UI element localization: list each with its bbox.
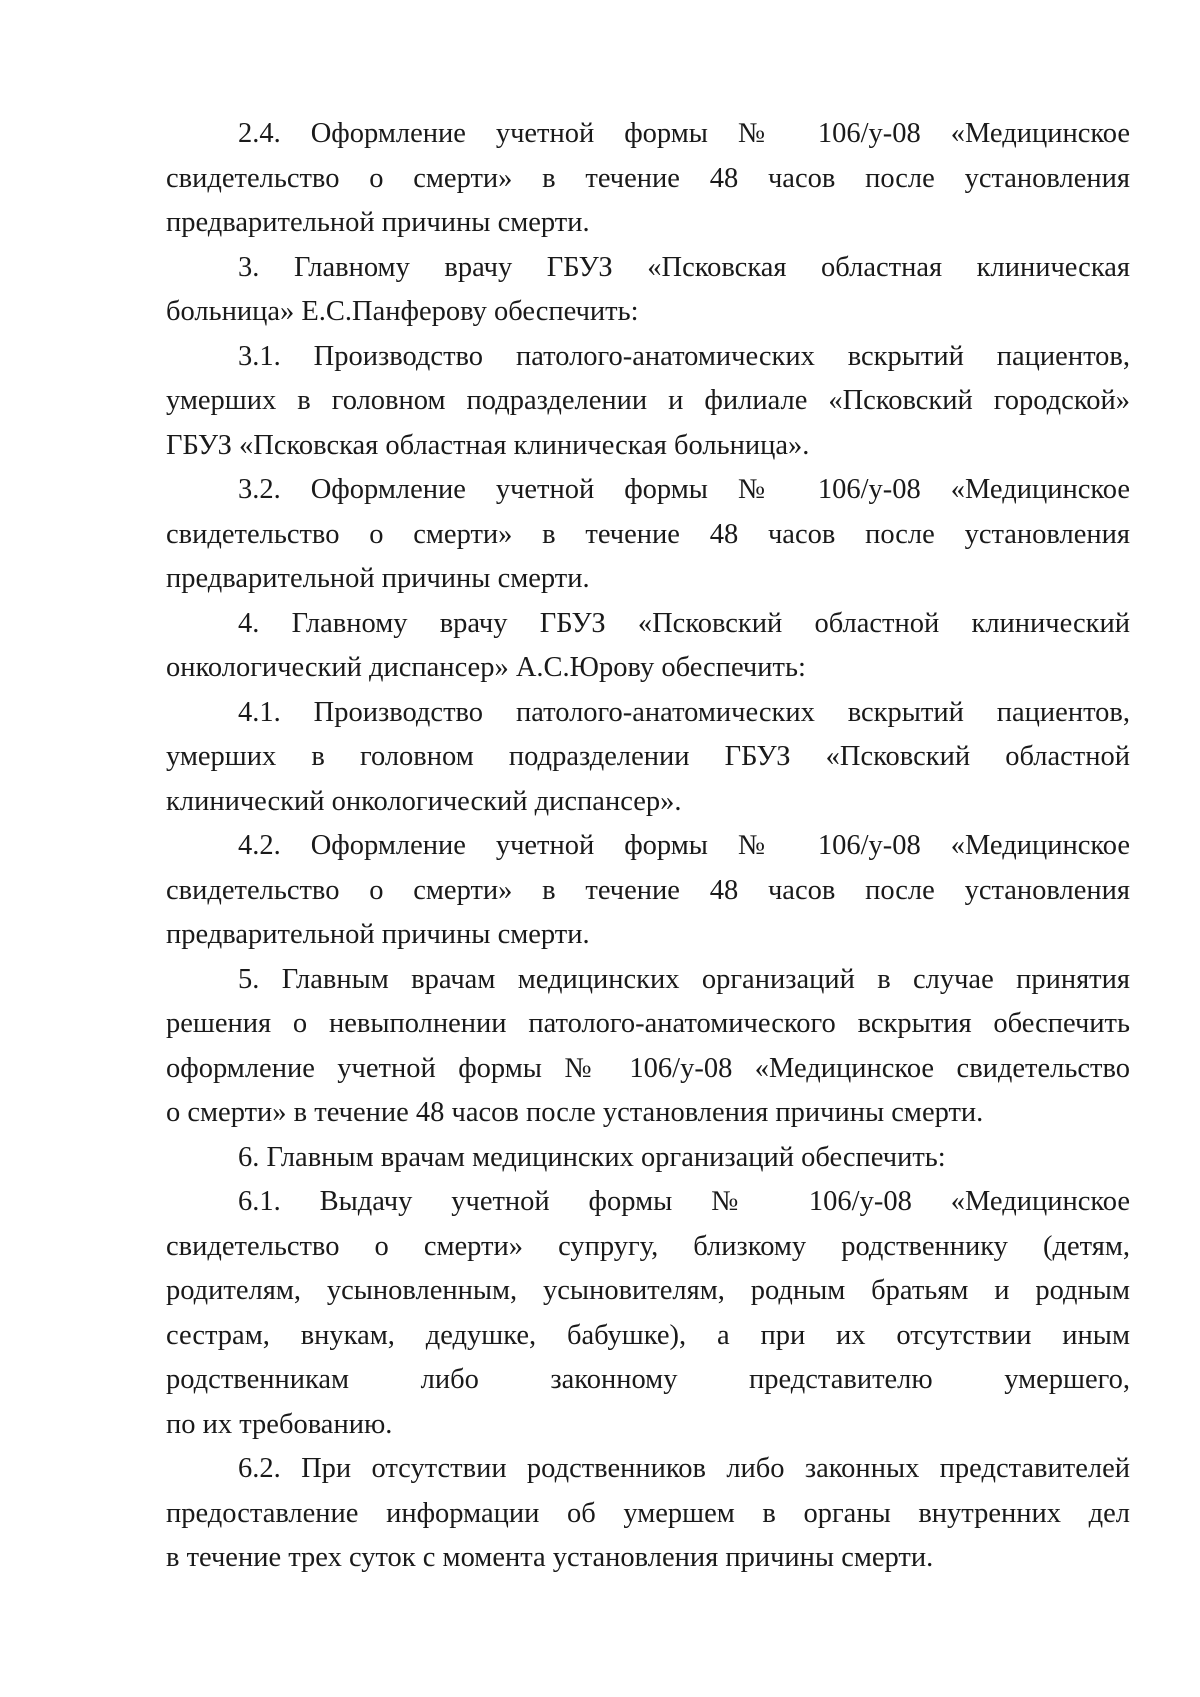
text-line: 3.2. Оформление учетной формы № 106/у-08 «Медицинское xyxy=(238,474,1130,505)
text-line: 3. Главному врачу ГБУЗ «Псковская областная клиническая xyxy=(238,251,1130,283)
text-line: сестрам, внукам, дедушке, бабушке), а при их отсутствии иным xyxy=(166,1319,1130,1351)
text-line: умерших в головном подразделении ГБУЗ «Псковский областной xyxy=(166,741,1130,772)
text-line: решения о невыполнении патолого-анатомического вскрытия обеспечить xyxy=(166,1008,1130,1039)
paragraph-6-2 xyxy=(166,1447,1130,1581)
paragraph-5 xyxy=(166,958,1130,1136)
text-line: больница» Е.С.Панферову обеспечить: xyxy=(166,296,639,327)
text-line: клинический онкологический диспансер». xyxy=(166,785,682,817)
text-line: свидетельство о смерти» в течение 48 часов после установления xyxy=(166,518,1130,550)
text-line: предварительной причины смерти. xyxy=(166,563,590,594)
paragraph-3-2 xyxy=(166,468,1130,602)
text-line: 4.1. Производство патолого-анатомических вскрытий пациентов, xyxy=(238,696,1130,728)
text-line: родителям, усыновленным, усыновителям, родным братьям и родным xyxy=(166,1275,1130,1306)
text-line: ГБУЗ «Псковская областная клиническая больница». xyxy=(166,429,810,461)
text-line: по их требованию. xyxy=(166,1408,393,1440)
text-line: в течение трех суток с момента установления причины смерти. xyxy=(166,1542,934,1573)
text-line: родственникам либо законному представителю умершего, xyxy=(166,1364,1130,1395)
paragraph-3 xyxy=(166,246,1130,335)
text-line: 4. Главному врачу ГБУЗ «Псковский областной клинический xyxy=(238,607,1130,639)
paragraph-4 xyxy=(166,602,1130,691)
text-line: свидетельство о смерти» в течение 48 часов после установления xyxy=(166,874,1130,906)
text-line: 3.1. Производство патолого-анатомических вскрытий пациентов, xyxy=(238,340,1130,372)
text-line: онкологический диспансер» А.С.Юрову обеспечить: xyxy=(166,652,806,683)
paragraph-6 xyxy=(166,1136,1130,1181)
text-line: предварительной причины смерти. xyxy=(166,919,590,950)
text-line: 6. Главным врачам медицинских организаций обеспечить: xyxy=(238,1141,946,1173)
paragraph-2-4 xyxy=(166,112,1130,246)
text-line: 6.2. При отсутствии родственников либо законных представителей xyxy=(238,1453,1130,1484)
text-line: 4.2. Оформление учетной формы № 106/у-08 «Медицинское xyxy=(238,830,1130,861)
text-line: 5. Главным врачам медицинских организаций в случае принятия xyxy=(238,963,1130,995)
text-line: о смерти» в течение 48 часов после установления причины смерти. xyxy=(166,1097,984,1128)
text-line: 6.1. Выдачу учетной формы № 106/у-08 «Медицинское xyxy=(238,1186,1130,1217)
paragraph-4-1 xyxy=(166,691,1130,825)
text-line: 2.4. Оформление учетной формы № 106/у-08 «Медицинское xyxy=(238,118,1130,149)
text-line: предварительной причины смерти. xyxy=(166,207,590,238)
text-line: свидетельство о смерти» в течение 48 часов после установления xyxy=(166,162,1130,194)
paragraph-3-1 xyxy=(166,335,1130,469)
document-body xyxy=(166,112,1130,1581)
text-line: умерших в головном подразделении и филиале «Псковский городской» xyxy=(166,385,1130,416)
text-line: свидетельство о смерти» супругу, близкому родственнику (детям, xyxy=(166,1230,1130,1262)
paragraph-6-1 xyxy=(166,1180,1130,1447)
text-line: оформление учетной формы № 106/у-08 «Медицинское свидетельство xyxy=(166,1052,1130,1084)
text-line: предоставление информации об умершем в органы внутренних дел xyxy=(166,1497,1130,1529)
paragraph-4-2 xyxy=(166,824,1130,958)
